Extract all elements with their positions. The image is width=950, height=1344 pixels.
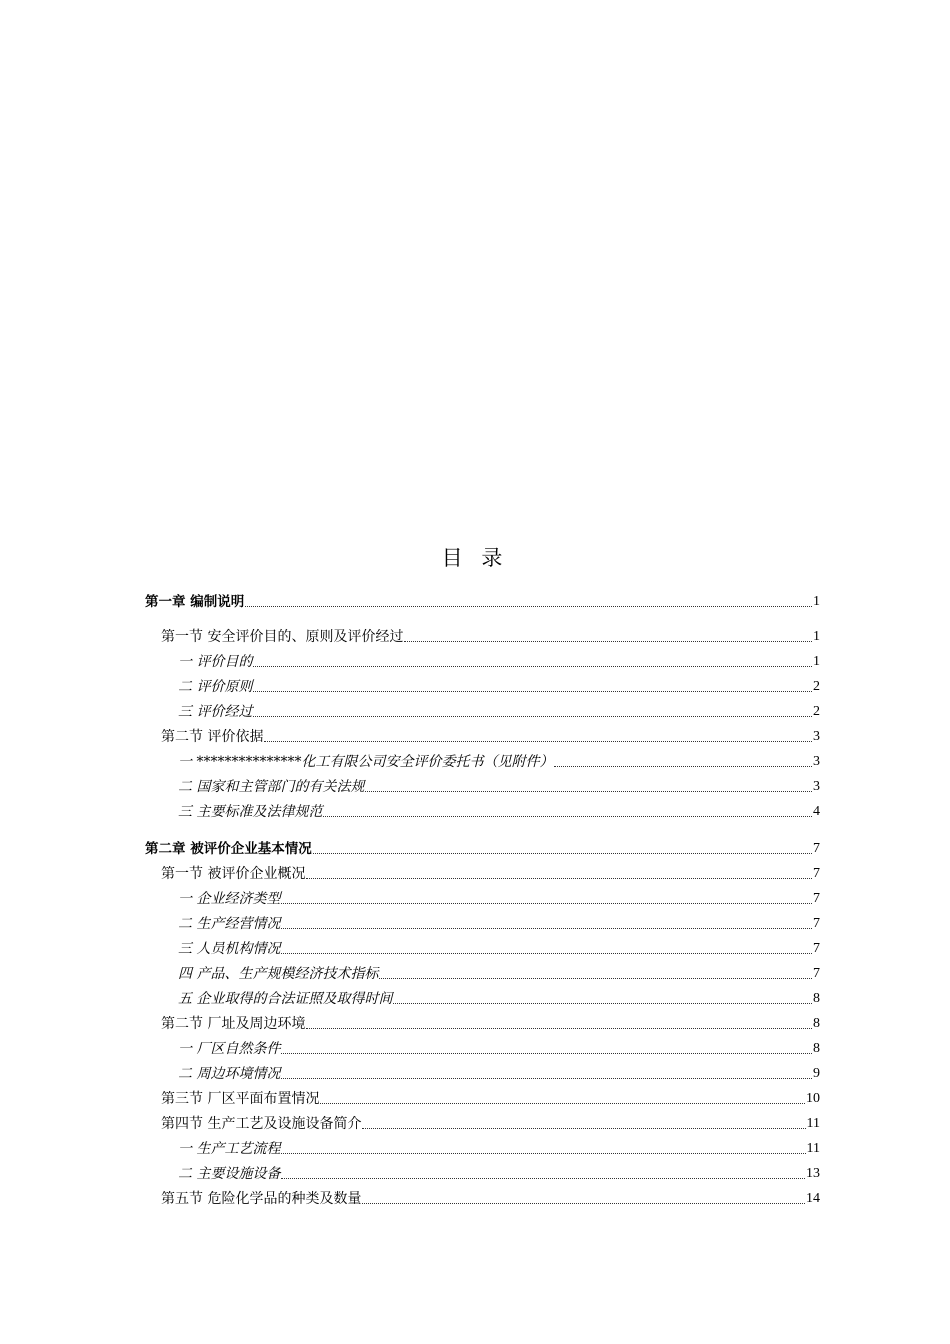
toc-entry-section[interactable] [145,721,820,746]
toc-entry-item[interactable] [145,646,820,671]
toc-entry-label: 五 企业取得的合法证照及取得时间 [178,991,393,1007]
toc-entry-label: 二 周边环境情况 [178,1066,281,1082]
dot-leader [306,1027,812,1029]
toc-entry-label: 一 评价目的 [178,654,253,670]
toc-page-number: 13 [806,1166,820,1181]
toc-page-number: 7 [813,841,820,856]
dot-leader [379,977,812,979]
toc-entry-label: 二 生产经营情况 [178,916,281,932]
toc-entry-item[interactable] [145,796,820,821]
toc-page-number: 11 [806,1141,820,1156]
toc-page-number: 2 [813,704,820,719]
dot-leader [253,665,812,667]
toc-entry-item[interactable] [145,958,820,983]
toc-page-number: 3 [813,779,820,794]
table-of-contents [145,586,820,1208]
toc-entry-item[interactable] [145,1033,820,1058]
toc-entry-chapter[interactable] [145,833,820,858]
toc-entry-label: 第二节 厂址及周边环境 [161,1016,306,1032]
toc-page-number: 11 [806,1116,820,1131]
toc-page-number: 7 [813,941,820,956]
dot-leader [281,927,812,929]
toc-entry-section[interactable] [145,1008,820,1033]
toc-page-number: 14 [806,1191,820,1206]
dot-leader [253,715,812,717]
dot-leader [253,690,812,692]
toc-page-number: 7 [813,866,820,881]
dot-leader [281,902,812,904]
dot-leader [264,740,812,742]
toc-entry-label: 第四节 生产工艺及设施设备简介 [161,1116,362,1132]
toc-page-number: 3 [813,754,820,769]
toc-entry-label: 四 产品、生产规模经济技术指标 [178,966,379,982]
toc-entry-label: 三 评价经过 [178,704,253,720]
toc-entry-label: 二 国家和主管部门的有关法规 [178,779,365,795]
toc-entry-label: 二 主要设施设备 [178,1166,281,1182]
dot-leader [306,877,812,879]
toc-page-number: 3 [813,729,820,744]
dot-leader [281,1077,812,1079]
dot-leader [362,1202,805,1204]
toc-page-number: 2 [813,679,820,694]
toc-entry-item[interactable] [145,1133,820,1158]
toc-entry-section[interactable] [145,858,820,883]
toc-entry-label: 一 生产工艺流程 [178,1141,281,1157]
toc-entry-label: 三 人员机构情况 [178,941,281,957]
toc-entry-label: 第三节 厂区平面布置情况 [161,1091,320,1107]
dot-leader [320,1102,805,1104]
toc-entry-item[interactable] [145,883,820,908]
toc-entry-label: 一 厂区自然条件 [178,1041,281,1057]
toc-page-number: 7 [813,916,820,931]
toc-entry-item[interactable] [145,1058,820,1083]
toc-entry-label: 第一章 编制说明 [145,594,245,610]
dot-leader [245,605,812,607]
dot-leader [281,1177,805,1179]
toc-page-number: 8 [813,1041,820,1056]
toc-page-number: 1 [813,654,820,669]
toc-page-number: 1 [813,629,820,644]
toc-page-number: 4 [813,804,820,819]
toc-page-number: 1 [813,594,820,609]
toc-entry-item[interactable] [145,1158,820,1183]
toc-entry-section[interactable] [145,621,820,646]
toc-entry-item[interactable] [145,933,820,958]
dot-leader [365,790,812,792]
dot-leader [323,815,812,817]
toc-entry-chapter[interactable] [145,586,820,611]
toc-entry-label: 一 ***************化工有限公司安全评价委托书（见附件） [178,754,554,770]
toc-page-number: 7 [813,891,820,906]
toc-page-number: 10 [806,1091,820,1106]
dot-leader [554,765,812,767]
toc-entry-label: 第一节 被评价企业概况 [161,866,306,882]
toc-entry-item[interactable] [145,746,820,771]
dot-leader [393,1002,812,1004]
toc-entry-label: 第一节 安全评价目的、原则及评价经过 [161,629,404,645]
toc-page-number: 8 [813,1016,820,1031]
dot-leader [404,640,812,642]
toc-entry-label: 一 企业经济类型 [178,891,281,907]
toc-entry-item[interactable] [145,671,820,696]
toc-entry-item[interactable] [145,908,820,933]
toc-entry-section[interactable] [145,1183,820,1208]
toc-entry-section[interactable] [145,1083,820,1108]
dot-leader [281,1152,805,1154]
toc-page-number: 7 [813,966,820,981]
toc-entry-label: 第二章 被评价企业基本情况 [145,841,312,857]
toc-entry-label: 二 评价原则 [178,679,253,695]
toc-entry-label: 第二节 评价依据 [161,729,264,745]
toc-title: 目 录 [441,546,509,570]
toc-entry-item[interactable] [145,771,820,796]
dot-leader [313,852,812,854]
dot-leader [281,1052,812,1054]
toc-entry-item[interactable] [145,983,820,1008]
dot-leader [281,952,812,954]
toc-page-number: 8 [813,991,820,1006]
toc-page-number: 9 [813,1066,820,1081]
toc-entry-section[interactable] [145,1108,820,1133]
toc-entry-item[interactable] [145,696,820,721]
toc-entry-label: 三 主要标准及法律规范 [178,804,323,820]
dot-leader [362,1127,805,1129]
toc-entry-label: 第五节 危险化学品的种类及数量 [161,1191,362,1207]
